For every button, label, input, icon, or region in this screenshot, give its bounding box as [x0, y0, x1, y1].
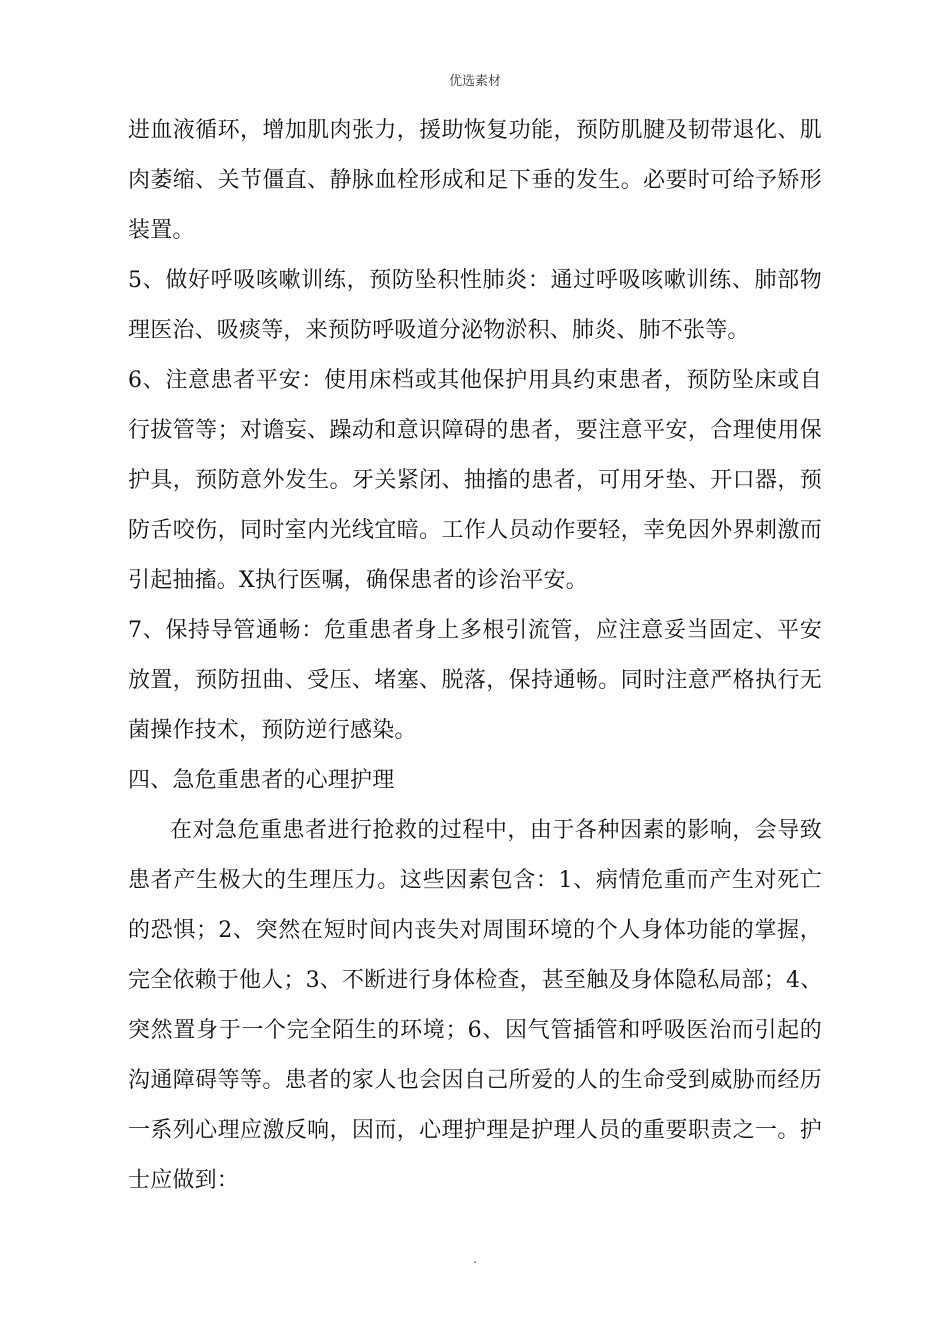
text-line: 完全依赖于他人；3、不断进行身体检查，甚至触及身体隐私局部；4、: [128, 968, 822, 993]
text-line: 引起抽搐。X执行医嘱，确保患者的诊治平安。: [128, 568, 588, 593]
text-line: 放置，预防扭曲、受压、堵塞、脱落，保持通畅。同时注意严格执行无: [128, 668, 822, 693]
section-heading: 四、急危重患者的心理护理: [128, 768, 395, 793]
text-line: 装置。: [128, 218, 195, 243]
text-line: 菌操作技术，预防逆行感染。: [128, 718, 417, 743]
text-line: 5、做好呼吸咳嗽训练，预防坠积性肺炎：通过呼吸咳嗽训练、肺部物: [128, 268, 822, 293]
text-line: 防舌咬伤，同时室内光线宜暗。工作人员动作要轻，幸免因外界刺激而: [128, 518, 822, 543]
text-line: 士应做到：: [128, 1168, 240, 1193]
text-line: 的恐惧；2、突然在短时间内丧失对周围环境的个人身体功能的掌握，: [128, 918, 822, 943]
text-line: 7、保持导管通畅：危重患者身上多根引流管，应注意妥当固定、平安: [128, 618, 822, 643]
text-line: 沟通障碍等等。患者的家人也会因自己所爱的人的生命受到威胁而经历: [128, 1068, 822, 1093]
text-line: 进血液循环，增加肌肉张力，援助恢复功能，预防肌腱及韧带退化、肌: [128, 118, 822, 143]
page-footer-mark: .: [473, 1252, 477, 1266]
text-line: 护具，预防意外发生。牙关紧闭、抽搐的患者，可用牙垫、开口器，预: [128, 468, 822, 493]
text-line: 突然置身于一个完全陌生的环境；6、因气管插管和呼吸医治而引起的: [128, 1018, 822, 1043]
page-header: 优选素材: [448, 74, 501, 89]
document-body: [128, 106, 822, 1206]
text-line: 行拔管等；对谵妄、躁动和意识障碍的患者，要注意平安，合理使用保: [128, 418, 822, 443]
text-line: 患者产生极大的生理压力。这些因素包含：1、病情危重而产生对死亡: [128, 868, 822, 893]
paragraph-first-line: 在对急危重患者进行抢救的过程中，由于各种因素的影响，会导致: [170, 818, 822, 843]
text-line: 理医治、吸痰等，来预防呼吸道分泌物淤积、肺炎、肺不张等。: [128, 318, 750, 343]
text-line: 6、注意患者平安：使用床档或其他保护用具约束患者，预防坠床或自: [128, 368, 822, 393]
text-line: 一系列心理应激反响，因而，心理护理是护理人员的重要职责之一。护: [128, 1118, 822, 1143]
text-line: 肉萎缩、关节僵直、静脉血栓形成和足下垂的发生。必要时可给予矫形: [128, 168, 822, 193]
